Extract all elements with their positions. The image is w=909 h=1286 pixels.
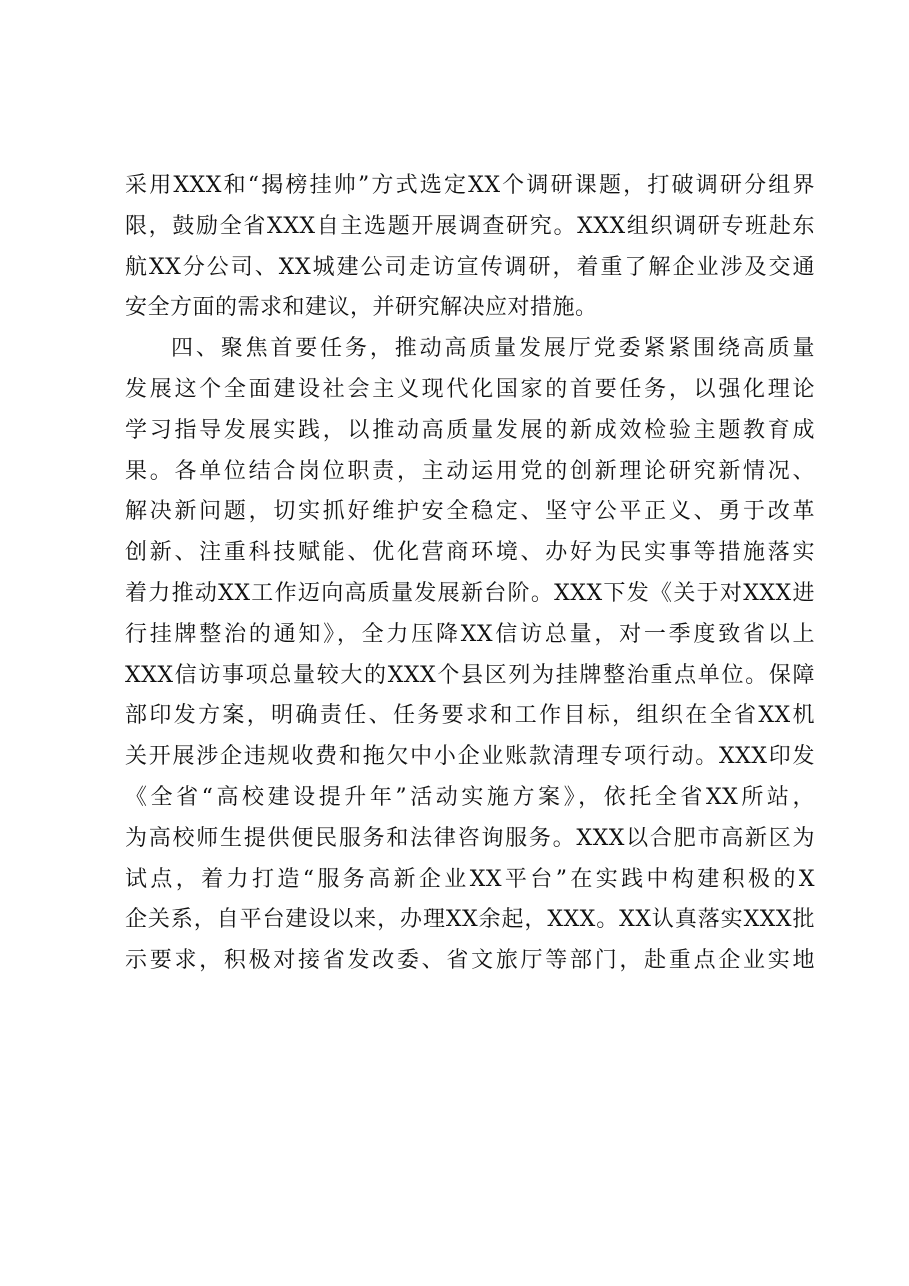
text-line: 试点，着力打造“服务高新企业XX平台”在实践中构建积极的X	[125, 866, 815, 892]
section-heading-line: 四、聚焦首要任务，推动高质量发展厅党委紧紧围绕高质量	[171, 336, 815, 362]
text-line: 安全方面的需求和建议，并研究解决应对措施。	[125, 295, 598, 321]
text-line: 关开展涉企违规收费和拖欠中小企业账款清理专项行动。XXX印发	[125, 744, 815, 770]
text-line: 着力推动XX工作迈向高质量发展新台阶。XXX下发《关于对XXX进	[125, 580, 815, 606]
text-line: 限，鼓励全省XXX自主选题开展调查研究。XXX组织调研专班赴东	[125, 213, 815, 239]
text-line: 解决新问题，切实抓好维护安全稳定、坚守公平正义、勇于改革	[125, 499, 815, 525]
text-line: 学习指导发展实践，以推动高质量发展的新成效检验主题教育成	[125, 417, 815, 443]
text-line: 为高校师生提供便民服务和法律咨询服务。XXX以合肥市高新区为	[125, 825, 815, 851]
text-line: 果。各单位结合岗位职责，主动运用党的创新理论研究新情况、	[125, 458, 815, 484]
text-line: 示要求，积极对接省发改委、省文旅厅等部门，赴重点企业实地	[125, 948, 815, 974]
text-line: 《全省“高校建设提升年”活动实施方案》，依托全省XX所站，	[125, 784, 815, 810]
text-line: 航XX分公司、XX城建公司走访宣传调研，着重了解企业涉及交通	[125, 254, 815, 280]
text-line: 企关系，自平台建设以来，办理XX余起，XXX。XX认真落实XXX批	[125, 907, 815, 933]
body-text	[125, 166, 815, 982]
text-line: 行挂牌整治的通知》，全力压降XX信访总量，对一季度致省以上	[125, 621, 815, 647]
text-line: 创新、注重科技赋能、优化营商环境、办好为民实事等措施落实	[125, 540, 815, 566]
text-line: 部印发方案，明确责任、任务要求和工作目标，组织在全省XX机	[125, 703, 815, 729]
text-line: 采用XXX和“揭榜挂帅”方式选定XX个调研课题，打破调研分组界	[125, 173, 815, 198]
text-line: XXX信访事项总量较大的XXX个县区列为挂牌整治重点单位。保障	[125, 662, 815, 688]
text-line: 发展这个全面建设社会主义现代化国家的首要任务，以强化理论	[125, 376, 815, 402]
